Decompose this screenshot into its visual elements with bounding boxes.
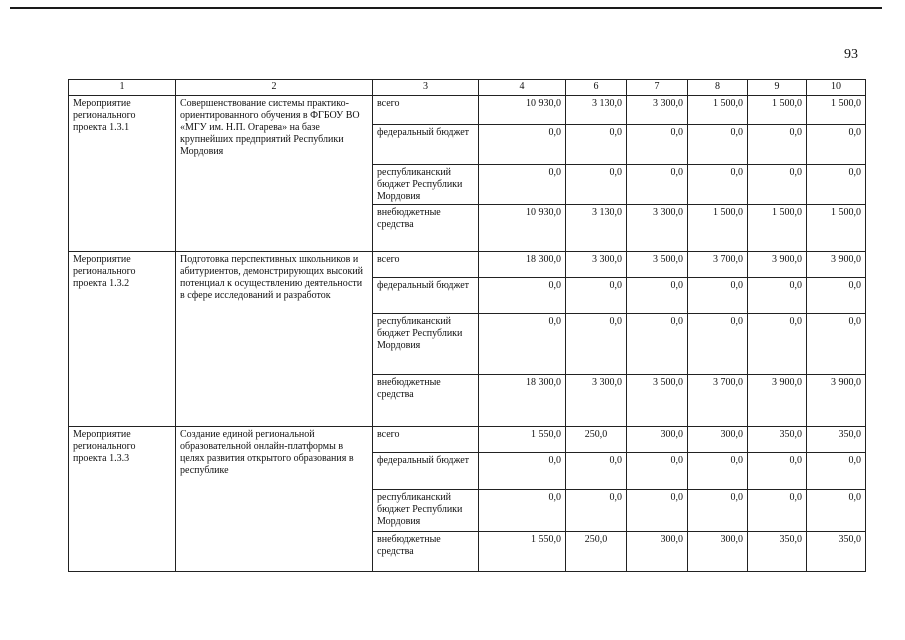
column-header: 9 — [748, 80, 807, 96]
amount-cell: 350,0 — [807, 532, 866, 572]
amount-cell: 0,0 — [748, 490, 807, 532]
funding-source: республиканский бюджет Республики Мордовия — [373, 314, 479, 375]
amount-cell: 0,0 — [807, 314, 866, 375]
amount-cell: 0,0 — [627, 165, 688, 205]
column-header: 7 — [627, 80, 688, 96]
amount-cell: 300,0 — [688, 532, 748, 572]
amount-cell: 3 900,0 — [748, 252, 807, 278]
funding-source: внебюджетные средства — [373, 375, 479, 427]
event-name: Мероприятие регионального проекта 1.3.2 — [69, 252, 176, 427]
event-name: Мероприятие регионального проекта 1.3.3 — [69, 427, 176, 572]
amount-cell: 0,0 — [627, 314, 688, 375]
amount-cell: 3 900,0 — [748, 375, 807, 427]
amount-cell: 0,0 — [566, 490, 627, 532]
amount-cell: 1 500,0 — [807, 205, 866, 252]
amount-cell: 0,0 — [748, 314, 807, 375]
page-number: 93 — [844, 47, 858, 62]
amount-cell: 0,0 — [688, 165, 748, 205]
amount-cell: 0,0 — [479, 453, 566, 490]
amount-cell: 1 500,0 — [807, 96, 866, 125]
amount-cell: 0,0 — [566, 278, 627, 314]
column-header: 6 — [566, 80, 627, 96]
amount-cell: 0,0 — [688, 314, 748, 375]
amount-cell: 3 500,0 — [627, 252, 688, 278]
amount-cell: 0,0 — [688, 125, 748, 165]
amount-cell: 18 300,0 — [479, 375, 566, 427]
amount-cell: 0,0 — [807, 490, 866, 532]
funding-source: всего — [373, 252, 479, 278]
amount-cell: 0,0 — [688, 453, 748, 490]
amount-cell: 3 130,0 — [566, 96, 627, 125]
amount-cell: 1 500,0 — [748, 96, 807, 125]
amount-cell: 350,0 — [807, 427, 866, 453]
amount-cell: 300,0 — [627, 532, 688, 572]
column-header: 8 — [688, 80, 748, 96]
amount-cell: 0,0 — [748, 453, 807, 490]
amount-cell: 0,0 — [807, 278, 866, 314]
column-header: 2 — [176, 80, 373, 96]
funding-source: всего — [373, 427, 479, 453]
amount-cell: 300,0 — [627, 427, 688, 453]
amount-cell: 1 500,0 — [748, 205, 807, 252]
amount-cell: 250,0 — [566, 427, 627, 453]
amount-cell: 3 130,0 — [566, 205, 627, 252]
amount-cell: 0,0 — [807, 165, 866, 205]
amount-cell: 3 900,0 — [807, 375, 866, 427]
table-row — [69, 252, 866, 278]
amount-cell: 1 500,0 — [688, 96, 748, 125]
amount-cell: 0,0 — [688, 490, 748, 532]
amount-cell: 3 700,0 — [688, 252, 748, 278]
amount-cell: 0,0 — [566, 165, 627, 205]
table-row — [69, 427, 866, 453]
amount-cell: 0,0 — [748, 278, 807, 314]
amount-cell: 350,0 — [748, 427, 807, 453]
amount-cell: 1 500,0 — [688, 205, 748, 252]
amount-cell: 1 550,0 — [479, 427, 566, 453]
funding-source: республиканский бюджет Республики Мордовия — [373, 490, 479, 532]
amount-cell: 3 300,0 — [627, 96, 688, 125]
top-rule — [10, 7, 882, 9]
header-row — [69, 80, 866, 96]
amount-cell: 0,0 — [566, 314, 627, 375]
amount-cell: 18 300,0 — [479, 252, 566, 278]
amount-cell: 1 550,0 — [479, 532, 566, 572]
amount-cell: 3 300,0 — [566, 375, 627, 427]
funding-source: внебюджетные средства — [373, 532, 479, 572]
amount-cell: 3 900,0 — [807, 252, 866, 278]
column-header: 3 — [373, 80, 479, 96]
amount-cell: 0,0 — [479, 278, 566, 314]
event-description: Подготовка перспективных школьников и абитуриентов, демонстрирующих высокий потенциал к осуществлению деятельности в сфере исследований и разработок — [176, 252, 373, 427]
amount-cell: 0,0 — [748, 165, 807, 205]
column-header: 1 — [69, 80, 176, 96]
event-description: Совершенствование системы практико-ориентированного обучения в ФГБОУ ВО «МГУ им. Н.П. Огарева» на базе крупнейших предприятий Республики Мордовия — [176, 96, 373, 252]
amount-cell: 0,0 — [479, 314, 566, 375]
amount-cell: 3 300,0 — [566, 252, 627, 278]
amount-cell: 0,0 — [566, 125, 627, 165]
funding-source: федеральный бюджет — [373, 453, 479, 490]
amount-cell: 0,0 — [627, 490, 688, 532]
amount-cell: 3 700,0 — [688, 375, 748, 427]
amount-cell: 0,0 — [627, 453, 688, 490]
amount-cell: 300,0 — [688, 427, 748, 453]
amount-cell: 0,0 — [748, 125, 807, 165]
funding-source: всего — [373, 96, 479, 125]
funding-source: федеральный бюджет — [373, 125, 479, 165]
amount-cell: 10 930,0 — [479, 96, 566, 125]
event-description: Создание единой региональной образовательной онлайн-платформы в целях развития открытого образования в республике — [176, 427, 373, 572]
column-header: 10 — [807, 80, 866, 96]
amount-cell: 3 300,0 — [627, 205, 688, 252]
amount-cell: 0,0 — [479, 165, 566, 205]
amount-cell: 0,0 — [479, 125, 566, 165]
funding-source: республиканский бюджет Республики Мордовия — [373, 165, 479, 205]
funding-source: внебюджетные средства — [373, 205, 479, 252]
amount-cell: 10 930,0 — [479, 205, 566, 252]
column-header: 4 — [479, 80, 566, 96]
amount-cell: 0,0 — [627, 278, 688, 314]
amount-cell: 350,0 — [748, 532, 807, 572]
amount-cell: 3 500,0 — [627, 375, 688, 427]
amount-cell: 0,0 — [566, 453, 627, 490]
amount-cell: 0,0 — [627, 125, 688, 165]
funding-source: федеральный бюджет — [373, 278, 479, 314]
amount-cell: 250,0 — [566, 532, 627, 572]
amount-cell: 0,0 — [807, 453, 866, 490]
budget-table — [68, 79, 866, 572]
table-row — [69, 96, 866, 125]
amount-cell: 0,0 — [688, 278, 748, 314]
amount-cell: 0,0 — [479, 490, 566, 532]
amount-cell: 0,0 — [807, 125, 866, 165]
event-name: Мероприятие регионального проекта 1.3.1 — [69, 96, 176, 252]
